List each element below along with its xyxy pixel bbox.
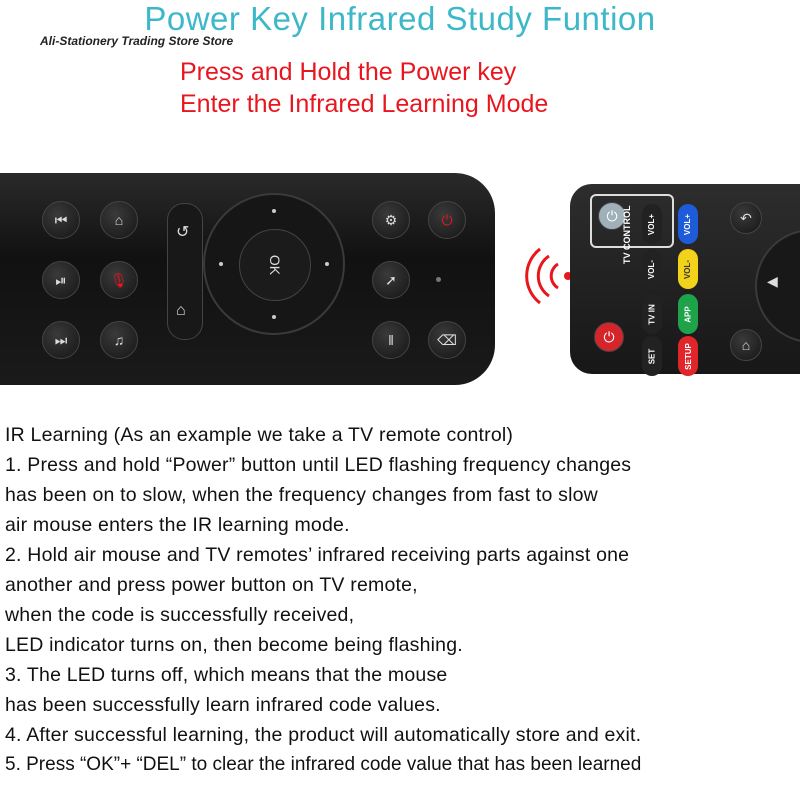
tv-control-label: TV CONTROL [622, 205, 632, 264]
return-icon: ↶ [730, 202, 762, 234]
tv-input: TV IN [642, 294, 662, 334]
play-pause-icon: ⏯ [42, 261, 80, 299]
instruction-line: when the code is successfully received, [5, 604, 355, 626]
instruction-line: another and press power button on TV remote, [5, 574, 418, 596]
tv-power-icon: ⏻ [598, 202, 626, 230]
home-icon: ⌂ [730, 329, 762, 361]
infrared-signal-icon [518, 246, 578, 306]
navigation-pad [203, 193, 345, 335]
tv-vol-up: VOL+ [642, 204, 662, 244]
home-icon: ⌂ [176, 302, 186, 319]
up-dot [272, 209, 276, 213]
instruction-line: 4. After successful learning, the product will automatically store and exit. [5, 724, 642, 746]
vol-up-button: VOL+ [678, 204, 698, 244]
store-watermark: Ali-Stationery Trading Store Store [40, 34, 234, 48]
instruction-headline-1: Press and Hold the Power key [180, 58, 517, 86]
instruction-headline-2: Enter the Infrared Learning Mode [180, 90, 549, 118]
tv-vol-down: VOL- [642, 249, 662, 289]
instruction-line: has been successfully learn infrared code values. [5, 694, 441, 716]
page-title: Power Key Infrared Study Funtion [144, 0, 656, 37]
microphone-icon: 🎙 [100, 261, 138, 299]
power-icon: ⏻ [428, 201, 466, 239]
instruction-line: air mouse enters the IR learning mode. [5, 514, 350, 536]
mute-speaker-icon: ♫ [100, 321, 138, 359]
next-track-icon: ⏭ [42, 321, 80, 359]
back-icon: ↺ [176, 224, 190, 241]
app-button: APP [678, 294, 698, 334]
down-dot [272, 315, 276, 319]
setup-button: SETUP [678, 336, 698, 376]
instruction-line: 5. Press “OK”+ “DEL” to clear the infrared code value that has been learned [5, 754, 642, 775]
home-menu-icon: ⌂ [100, 201, 138, 239]
tv-remote [570, 184, 800, 374]
mouse-pointer-icon: ➚ [372, 261, 410, 299]
instruction-line: 1. Press and hold “Power” button until LED flashing frequency changes [5, 454, 632, 476]
settings-icon: ⚙ [372, 201, 410, 239]
vol-down-button: VOL- [678, 249, 698, 289]
instruction-heading: IR Learning (As an example we take a TV remote control) [5, 424, 514, 446]
led-indicator [436, 277, 441, 282]
volume-bars-icon: ‖ [372, 321, 410, 359]
back-home-rocker [167, 203, 203, 340]
air-mouse-remote [0, 173, 495, 385]
prev-track-icon: ⏮ [42, 201, 80, 239]
left-arrow-icon: ◀ [767, 273, 778, 289]
left-dot [219, 262, 223, 266]
instruction-line: 3. The LED turns off, which means that the mouse [5, 664, 448, 686]
tv-set: SET [642, 336, 662, 376]
tv-dpad [755, 229, 800, 343]
instruction-line: LED indicator turns on, then become being flashing. [5, 634, 463, 656]
right-dot [325, 262, 329, 266]
instruction-line: 2. Hold air mouse and TV remotes’ infrared receiving parts against one [5, 544, 630, 566]
instruction-line: has been on to slow, when the frequency changes from fast to slow [5, 484, 598, 506]
delete-icon: ⌫ [428, 321, 466, 359]
tv-power-red-icon: ⏻ [594, 322, 624, 352]
ok-button: OK [239, 229, 311, 301]
